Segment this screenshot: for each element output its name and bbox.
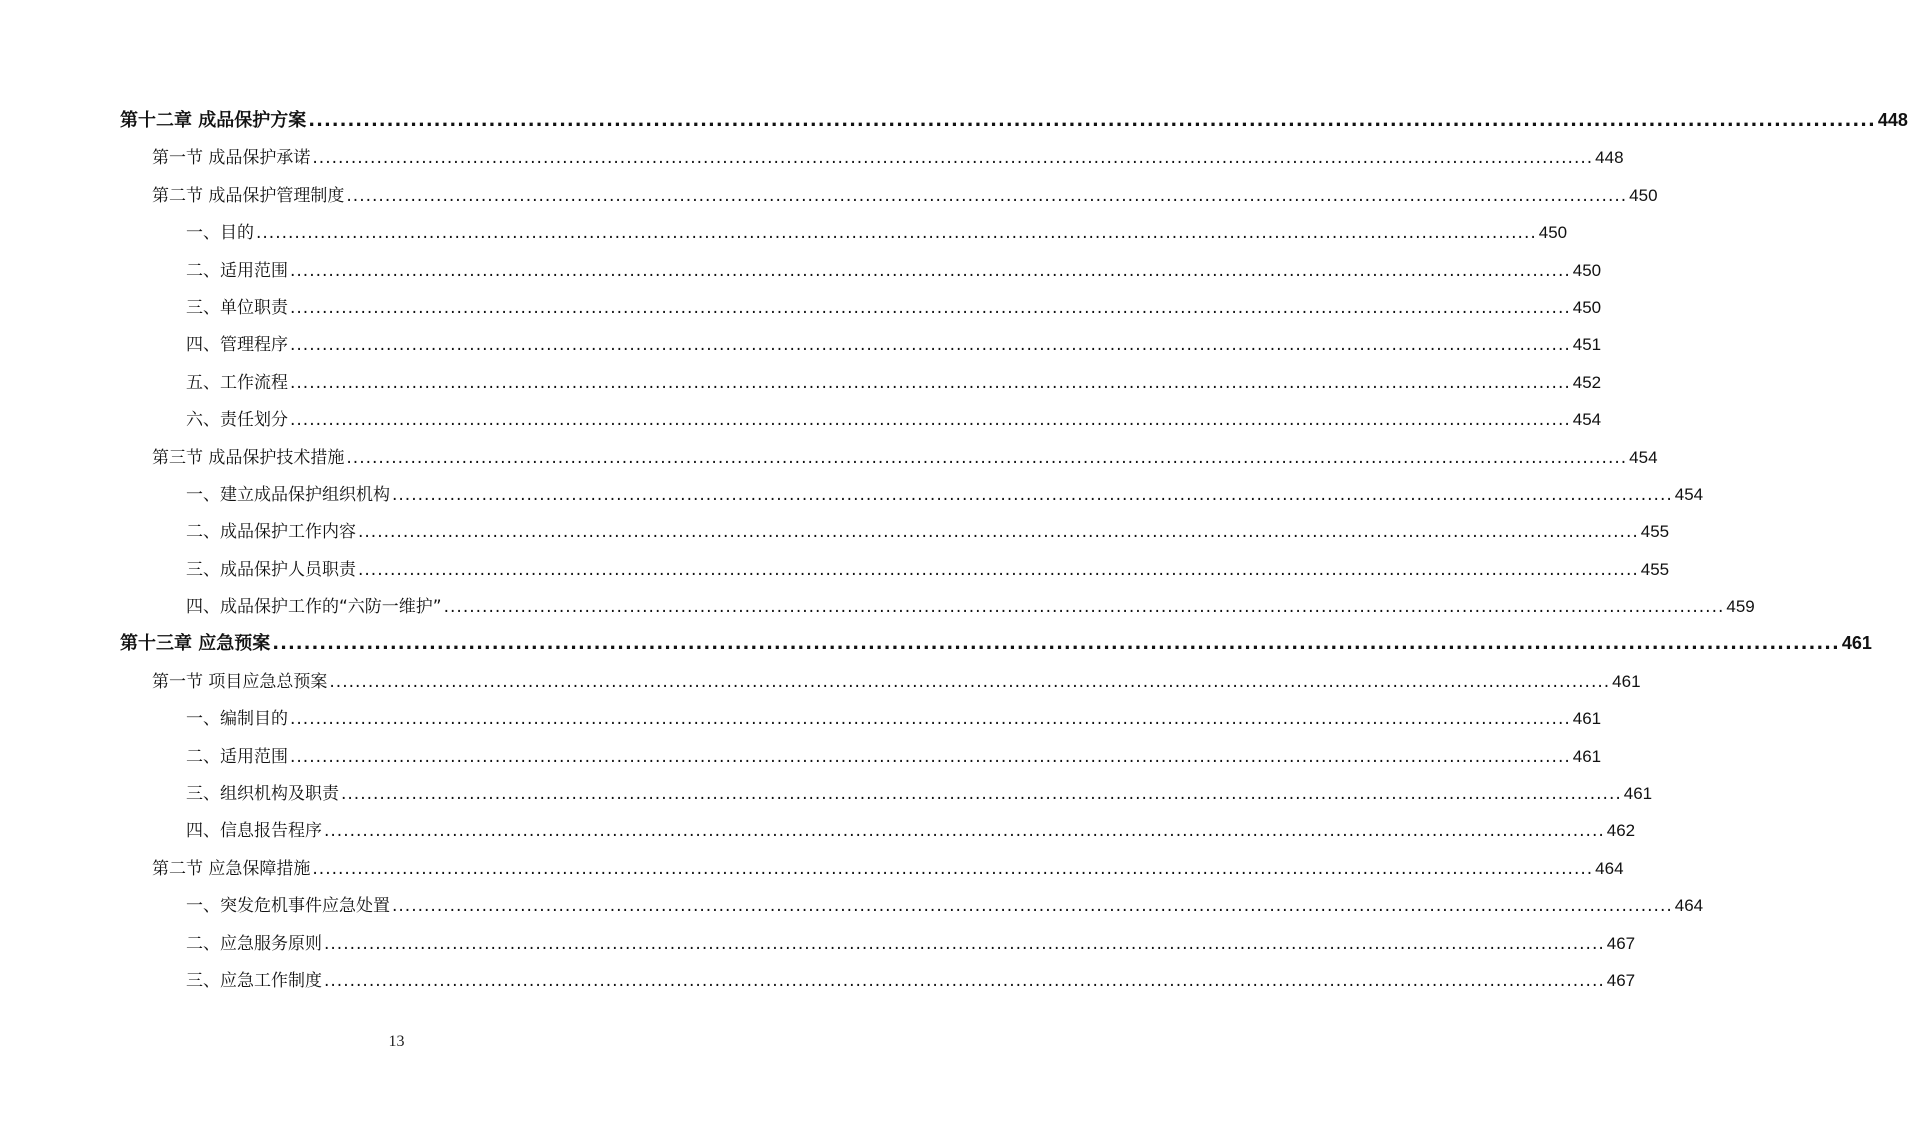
toc-entry-page: 450 — [1572, 297, 1602, 317]
toc-entry-label: 一、建立成品保护组织机构 — [186, 484, 390, 505]
toc-entry-label: 六、责任划分 — [186, 410, 288, 431]
toc-subsection-entry[interactable] — [120, 326, 1602, 363]
toc-subsection-entry[interactable] — [120, 364, 1602, 401]
toc-subsection-entry[interactable] — [120, 812, 1636, 849]
toc-leader-dots: ........................................................................................................................................................................................................ — [290, 410, 1571, 431]
toc-subsection-entry[interactable] — [120, 962, 1636, 999]
toc-entry-page: 462 — [1606, 821, 1636, 841]
toc-leader-dots: ........................................................................................................................................................................................................ — [290, 372, 1571, 393]
toc-entry-page: 450 — [1572, 260, 1602, 280]
toc-subsection-entry[interactable] — [120, 700, 1602, 737]
toc-entry-label: 第二节 成品保护管理制度 — [152, 185, 345, 206]
toc-leader-dots: ........................................................................................................................................................................................................ — [358, 559, 1639, 580]
toc-entry-page: 450 — [1538, 223, 1568, 243]
toc-entry-label: 三、成品保护人员职责 — [186, 559, 356, 580]
toc-entry-page: 448 — [1877, 110, 1908, 130]
toc-leader-dots: ........................................................................................................................................................................................................ — [346, 185, 1628, 206]
toc-leader-dots: ........................................................................................................................................................................................................ — [346, 447, 1628, 468]
toc-entry-page: 454 — [1629, 447, 1658, 467]
toc-subsection-entry[interactable] — [120, 214, 1568, 251]
toc-entry-page: 467 — [1606, 970, 1636, 990]
toc-entry-page: 459 — [1726, 597, 1755, 617]
toc-leader-dots: ........................................................................................................................................................................................................ — [290, 260, 1571, 281]
toc-entry-label: 第十二章 成品保护方案 — [120, 110, 307, 131]
toc-leader-dots: ........................................................................................................................................................................................................ — [290, 297, 1571, 318]
toc-entry-page: 467 — [1606, 933, 1636, 953]
toc-entry-page: 452 — [1572, 372, 1602, 392]
toc-leader-dots: ........................................................................................................................................................................................................ — [329, 671, 1611, 692]
toc-entry-label: 第一节 成品保护承诺 — [152, 148, 311, 169]
toc-entry-label: 三、单位职责 — [186, 297, 288, 318]
toc-subsection-entry[interactable] — [120, 588, 1755, 625]
toc-entry-label: 三、组织机构及职责 — [186, 784, 339, 805]
toc-subsection-entry[interactable] — [120, 252, 1602, 289]
toc-subsection-entry[interactable] — [120, 925, 1636, 962]
toc-entry-page: 455 — [1640, 559, 1670, 579]
toc-entry-page: 451 — [1572, 335, 1602, 355]
toc-section-entry[interactable] — [120, 139, 1624, 176]
toc-entry-label: 第十三章 应急预案 — [120, 633, 271, 655]
toc-subsection-entry[interactable] — [120, 887, 1704, 924]
toc-entry-label: 一、突发危机事件应急处置 — [186, 896, 390, 917]
toc-entry-page: 461 — [1612, 671, 1641, 691]
toc-leader-dots: ........................................................................................................................................................................................................ — [256, 223, 1537, 244]
toc-leader-dots: ........................................................................................................................................................................................................ — [290, 746, 1571, 767]
toc-entry-label: 一、编制目的 — [186, 709, 288, 730]
toc-section-entry[interactable] — [120, 177, 1658, 214]
toc-subsection-entry[interactable] — [120, 738, 1602, 775]
toc-leader-dots: ........................................................................................................................................................................................................ — [358, 522, 1639, 543]
toc-entry-label: 四、信息报告程序 — [186, 821, 322, 842]
toc-leader-dots: ........................................................................................................................................................................................................ — [324, 970, 1605, 991]
toc-entry-page: 454 — [1572, 410, 1602, 430]
toc-leader-dots: ........................................................................................................................................................................................................ — [290, 335, 1571, 356]
toc-leader-dots: ........................................................................................................................................................................................................ — [324, 821, 1605, 842]
toc-entry-label: 二、适用范围 — [186, 746, 288, 767]
toc-entry-label: 五、工作流程 — [186, 372, 288, 393]
toc-entry-page: 461 — [1841, 633, 1872, 654]
toc-chapter-entry[interactable] — [120, 102, 1908, 139]
toc-leader-dots: ........................................................................................................................................................................................................ — [443, 597, 1725, 618]
toc-entry-label: 第三节 成品保护技术措施 — [152, 447, 345, 468]
toc-subsection-entry[interactable] — [120, 513, 1670, 550]
toc-leader-dots: ........................................................................................................................................................................................................ — [312, 858, 1594, 879]
toc-entry-label: 第二节 应急保障措施 — [152, 858, 311, 879]
toc-entry-label: 二、成品保护工作内容 — [186, 522, 356, 543]
toc-entry-label: 二、应急服务原则 — [186, 933, 322, 954]
toc-section-entry[interactable] — [120, 439, 1658, 476]
toc-leader-dots: ........................................................................................................................................................................................................ — [308, 110, 1876, 131]
toc-entry-page: 450 — [1629, 185, 1658, 205]
toc-subsection-entry[interactable] — [120, 551, 1670, 588]
page-number: 13 — [388, 1033, 405, 1050]
toc-entry-page: 461 — [1572, 746, 1602, 766]
toc-leader-dots: ........................................................................................................................................................................................................ — [324, 933, 1605, 954]
toc-leader-dots: ........................................................................................................................................................................................................ — [312, 148, 1594, 169]
toc-entry-page: 455 — [1640, 522, 1670, 542]
toc-leader-dots: ........................................................................................................................................................................................................ — [272, 633, 1840, 655]
toc-subsection-entry[interactable] — [120, 775, 1653, 812]
toc-section-entry[interactable] — [120, 850, 1624, 887]
toc-leader-dots: ........................................................................................................................................................................................................ — [290, 709, 1571, 730]
toc-entry-label: 二、适用范围 — [186, 260, 288, 281]
toc-leader-dots: ........................................................................................................................................................................................................ — [392, 484, 1673, 505]
toc-entry-label: 四、成品保护工作的“六防一维护” — [186, 597, 442, 618]
toc-entry-label: 四、管理程序 — [186, 335, 288, 356]
table-of-contents — [120, 102, 1908, 999]
toc-leader-dots: ........................................................................................................................................................................................................ — [392, 896, 1673, 917]
toc-section-entry[interactable] — [120, 663, 1641, 700]
toc-entry-page: 461 — [1623, 784, 1653, 804]
toc-entry-page: 448 — [1595, 148, 1624, 168]
toc-chapter-entry[interactable] — [120, 625, 1872, 662]
toc-leader-dots: ........................................................................................................................................................................................................ — [341, 784, 1622, 805]
toc-entry-page: 454 — [1674, 484, 1704, 504]
toc-subsection-entry[interactable] — [120, 476, 1704, 513]
toc-entry-page: 461 — [1572, 709, 1602, 729]
toc-entry-page: 464 — [1595, 858, 1624, 878]
toc-entry-label: 第一节 项目应急总预案 — [152, 671, 328, 692]
toc-entry-page: 464 — [1674, 896, 1704, 916]
toc-subsection-entry[interactable] — [120, 401, 1602, 438]
toc-entry-label: 一、目的 — [186, 223, 254, 244]
toc-subsection-entry[interactable] — [120, 289, 1602, 326]
toc-entry-label: 三、应急工作制度 — [186, 970, 322, 991]
